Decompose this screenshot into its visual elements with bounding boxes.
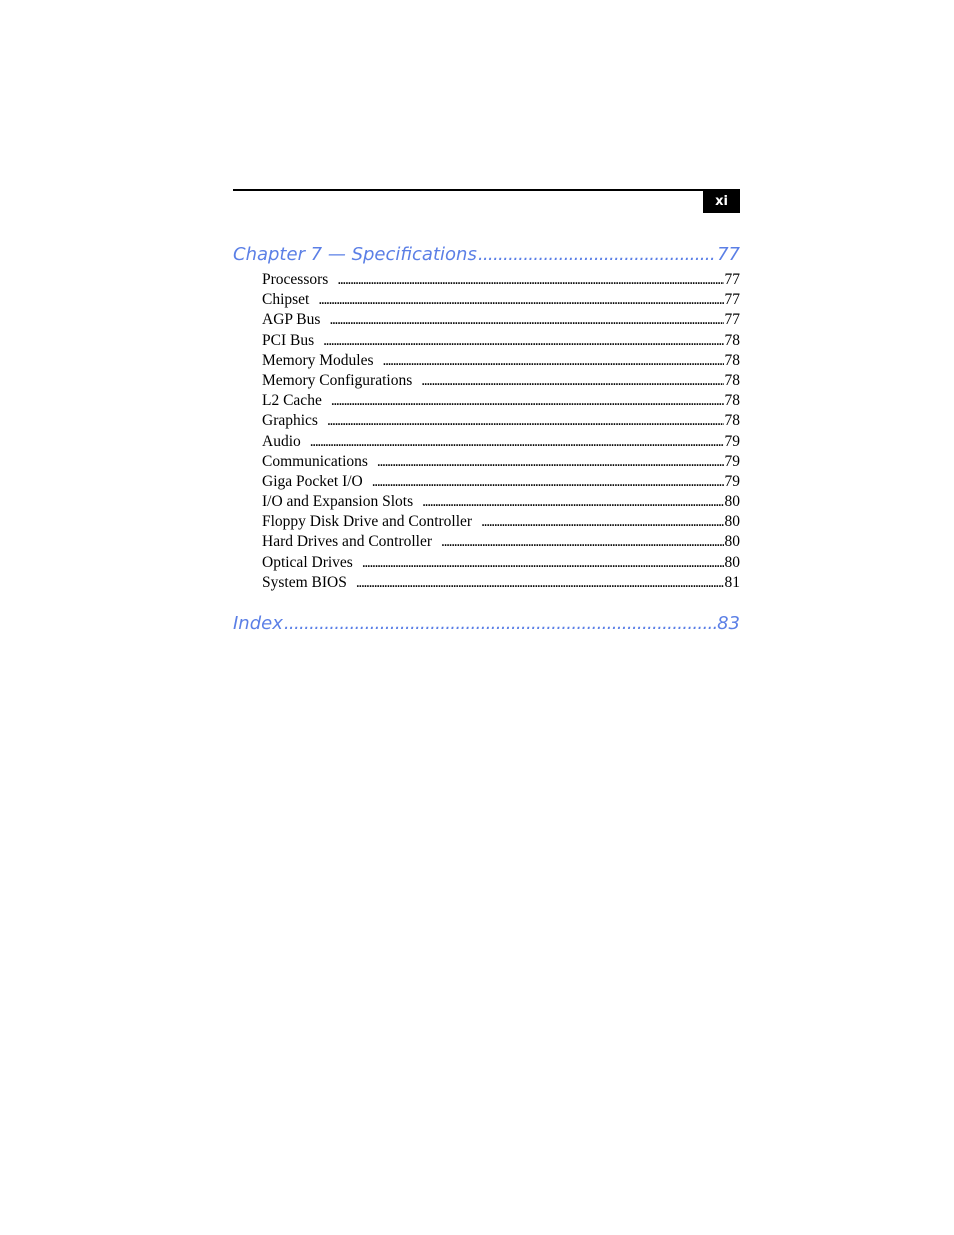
toc-entry-page: 79 <box>724 452 740 470</box>
toc-entry-page: 81 <box>724 573 740 591</box>
toc-entry-audio[interactable] <box>233 432 740 452</box>
toc-leader <box>356 573 724 593</box>
toc-leader <box>337 270 723 290</box>
toc-entry-label: L2 Cache <box>262 392 322 410</box>
toc-entry-processors[interactable] <box>233 270 740 290</box>
toc-entry-label: Memory Configurations <box>262 371 413 389</box>
toc-entry-io-expansion-slots[interactable] <box>233 492 740 512</box>
toc-entry-label: Audio <box>262 432 301 450</box>
table-of-contents <box>233 244 740 639</box>
toc-leader <box>422 492 723 512</box>
toc-index-label: Index <box>233 613 283 634</box>
toc-chapter-7[interactable] <box>233 244 740 270</box>
toc-entry-page: 78 <box>724 351 740 369</box>
toc-entry-page: 79 <box>724 472 740 490</box>
toc-entry-page: 80 <box>724 493 740 511</box>
toc-entry-system-bios[interactable] <box>233 573 740 593</box>
toc-entry-label: Floppy Disk Drive and Controller <box>262 513 473 531</box>
toc-entry-page: 78 <box>724 392 740 410</box>
toc-chapter-page: 77 <box>717 244 740 265</box>
toc-leader <box>331 391 724 411</box>
toc-entry-memory-modules[interactable] <box>233 351 740 371</box>
toc-entry-page: 80 <box>724 553 740 571</box>
toc-entry-optical-drives[interactable] <box>233 553 740 573</box>
toc-entry-floppy-disk-drive[interactable] <box>233 512 740 532</box>
toc-leader <box>327 411 724 431</box>
toc-entry-l2-cache[interactable] <box>233 391 740 411</box>
page-number-tab: xi <box>703 191 740 213</box>
toc-entry-label: Graphics <box>262 412 318 430</box>
toc-entry-label: System BIOS <box>262 573 347 591</box>
toc-index[interactable] <box>233 613 740 639</box>
toc-entry-label: Chipset <box>262 291 310 309</box>
toc-entry-communications[interactable] <box>233 452 740 472</box>
toc-entry-pci-bus[interactable] <box>233 331 740 351</box>
header-rule <box>233 189 740 191</box>
toc-entry-page: 78 <box>724 371 740 389</box>
toc-entry-page: 77 <box>724 271 740 288</box>
toc-entry-label: Processors <box>262 271 329 288</box>
toc-entry-memory-configurations[interactable] <box>233 371 740 391</box>
toc-leader <box>441 532 723 552</box>
toc-leader <box>478 244 716 265</box>
toc-entry-label: Memory Modules <box>262 351 374 369</box>
toc-entry-page: 78 <box>724 331 740 349</box>
toc-entry-chipset[interactable] <box>233 290 740 310</box>
toc-leader <box>318 290 723 310</box>
toc-leader <box>329 310 723 330</box>
toc-entry-label: Hard Drives and Controller <box>262 533 433 551</box>
toc-leader <box>323 331 723 351</box>
toc-index-page: 83 <box>717 613 740 634</box>
toc-entry-label: Giga Pocket I/O <box>262 472 363 490</box>
toc-entry-label: I/O and Expansion Slots <box>262 493 414 511</box>
toc-entry-hard-drives[interactable] <box>233 532 740 552</box>
toc-leader <box>481 512 723 532</box>
toc-leader <box>421 371 723 391</box>
toc-entry-graphics[interactable] <box>233 411 740 431</box>
toc-entry-page: 80 <box>724 533 740 551</box>
toc-chapter-label: Chapter 7 — Specifications <box>233 244 477 265</box>
toc-leader <box>377 452 724 472</box>
toc-entry-page: 78 <box>724 412 740 430</box>
toc-leader <box>310 432 724 452</box>
toc-entry-label: Optical Drives <box>262 553 353 571</box>
toc-leader <box>383 351 724 371</box>
toc-entry-label: PCI Bus <box>262 331 315 349</box>
toc-leader <box>284 613 716 634</box>
toc-leader <box>372 472 724 492</box>
toc-entry-page: 79 <box>724 432 740 450</box>
toc-entry-page: 80 <box>724 513 740 531</box>
toc-entry-page: 77 <box>724 291 740 309</box>
toc-entry-giga-pocket-io[interactable] <box>233 472 740 492</box>
toc-leader <box>362 553 724 573</box>
toc-entry-agp-bus[interactable] <box>233 310 740 330</box>
toc-entry-label: Communications <box>262 452 368 470</box>
toc-entry-page: 77 <box>724 311 740 329</box>
toc-entry-label: AGP Bus <box>262 311 321 329</box>
